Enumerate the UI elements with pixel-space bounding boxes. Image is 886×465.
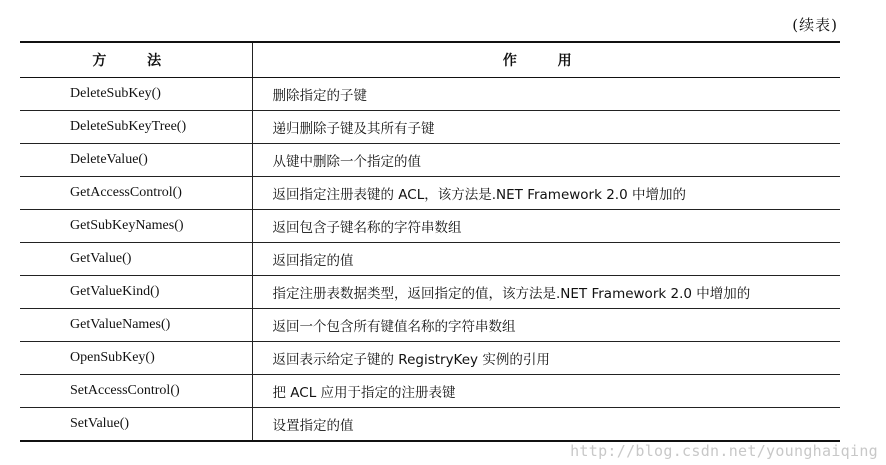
description-cell: 把 ACL 应用于指定的注册表键 (252, 375, 840, 408)
table-row (20, 78, 840, 111)
method-cell: DeleteSubKeyTree() (20, 111, 252, 144)
description-cell: 递归删除子键及其所有子键 (252, 111, 840, 144)
table-row (20, 309, 840, 342)
header-method: 方 法 (20, 43, 252, 78)
table-row (20, 276, 840, 309)
method-cell: GetValueKind() (20, 276, 252, 309)
watermark-url: http://blog.csdn.net/younghaiqing (570, 442, 878, 460)
method-cell: DeleteSubKey() (20, 78, 252, 111)
table-row (20, 210, 840, 243)
description-cell: 删除指定的子键 (252, 78, 840, 111)
method-cell: GetValueNames() (20, 309, 252, 342)
methods-table-container (20, 41, 840, 442)
description-cell: 设置指定的值 (272, 418, 354, 434)
table-row (20, 342, 840, 375)
table-row (20, 177, 840, 210)
method-cell: OpenSubKey() (20, 342, 252, 375)
methods-table (20, 43, 840, 440)
description-cell: 返回一个包含所有键值名称的字符串数组 (252, 309, 840, 342)
method-cell: GetSubKeyNames() (20, 210, 252, 243)
description-cell: 返回指定注册表键的 ACL，该方法是.NET Framework 2.0 中增加的 (252, 177, 840, 210)
method-cell: GetAccessControl() (20, 177, 252, 210)
continued-label: (续表) (792, 16, 838, 34)
header-description: 作 用 (252, 43, 840, 78)
table-row (20, 111, 840, 144)
table-row (20, 243, 840, 276)
description-cell: 返回指定的值 (252, 243, 840, 276)
table-row (20, 144, 840, 177)
description-cell: 返回包含子键名称的字符串数组 (252, 210, 840, 243)
method-cell: GetValue() (20, 243, 252, 276)
table-header-row (20, 43, 840, 78)
table-row (20, 408, 840, 441)
description-cell: 指定注册表数据类型，返回指定的值，该方法是.NET Framework 2.0 中增加的 (252, 276, 840, 309)
description-cell: 从键中删除一个指定的值 (252, 144, 840, 177)
table-row (20, 375, 840, 408)
method-cell: SetValue() (20, 408, 252, 441)
method-cell: DeleteValue() (20, 144, 252, 177)
method-cell: SetAccessControl() (20, 375, 252, 408)
description-cell: 返回表示给定子键的 RegistryKey 实例的引用 (252, 342, 840, 375)
